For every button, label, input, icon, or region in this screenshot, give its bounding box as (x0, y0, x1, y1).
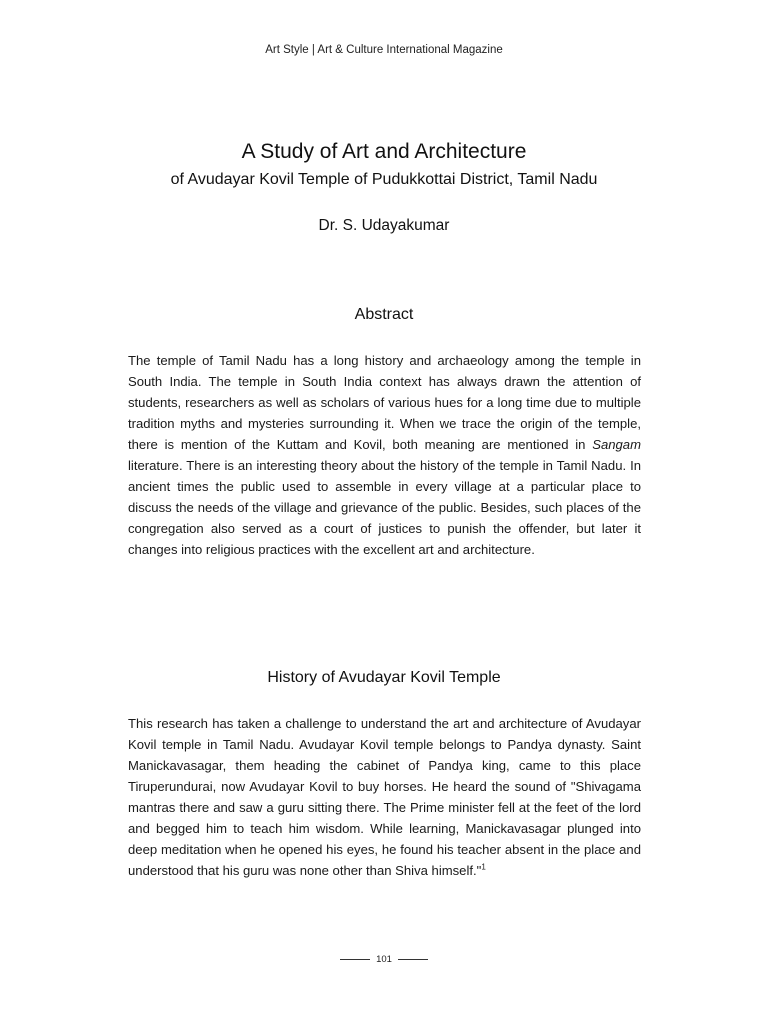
history-text: This research has taken a challenge to understand the art and architecture of Avudayar Kovil temple in Tamil Nadu. Avudayar Kovil temple belongs to Pandya dynasty. Saint Manickavasagar, them heading the cabinet of Pandya king, came to this place Tiruperundurai, now Avudayar Kovil to buy horses. He heard the sound of "Shivagama mantras there and saw a guru sitting there. The Prime minister fell at the feet of the lord and begged him to teach him wisdom. While learning, Manickavasagar plunged into deep meditation when he opened his eyes, he found his teacher absent in the place and understood that his guru was none other than Shiva himself." (128, 716, 641, 878)
article-title: A Study of Art and Architecture (241, 140, 527, 163)
footer-rule-right (398, 959, 428, 960)
page-number: 101 (376, 954, 392, 965)
abstract-text-part-1: The temple of Tamil Nadu has a long history and archaeology among the temple in South India. The temple in South India context has always drawn the attention of students, researchers as well as scholars of various hues for a long time due to multiple tradition myths and mysteries surrounding it. When we trace the origin of the temple, there is mention of the Kuttam and Kovil, both meaning are mentioned in (128, 353, 641, 452)
footer-rule-left (340, 959, 370, 960)
abstract-italic-term: Sangam (592, 437, 641, 452)
article-subtitle: of Avudayar Kovil Temple of Pudukkottai District, Tamil Nadu (170, 171, 598, 188)
abstract-text-part-2: literature. There is an interesting theory about the history of the temple in Tamil Nadu. In ancient times the public used to assemble in every village at a particular place to discuss the needs of the village and grievance of the public. Besides, such places of the congregation also served as a court of justices to punish the offender, but later it changes into religious practices with the excellent art and architecture. (128, 458, 641, 557)
history-paragraph (128, 713, 641, 881)
footnote-marker: 1 (481, 862, 486, 872)
running-header: Art Style | Art & Culture International Magazine (265, 44, 503, 56)
history-heading: History of Avudayar Kovil Temple (267, 669, 501, 686)
page-footer (0, 954, 768, 965)
abstract-paragraph (128, 350, 641, 560)
article-author: Dr. S. Udayakumar (318, 217, 450, 234)
abstract-heading: Abstract (354, 306, 414, 323)
